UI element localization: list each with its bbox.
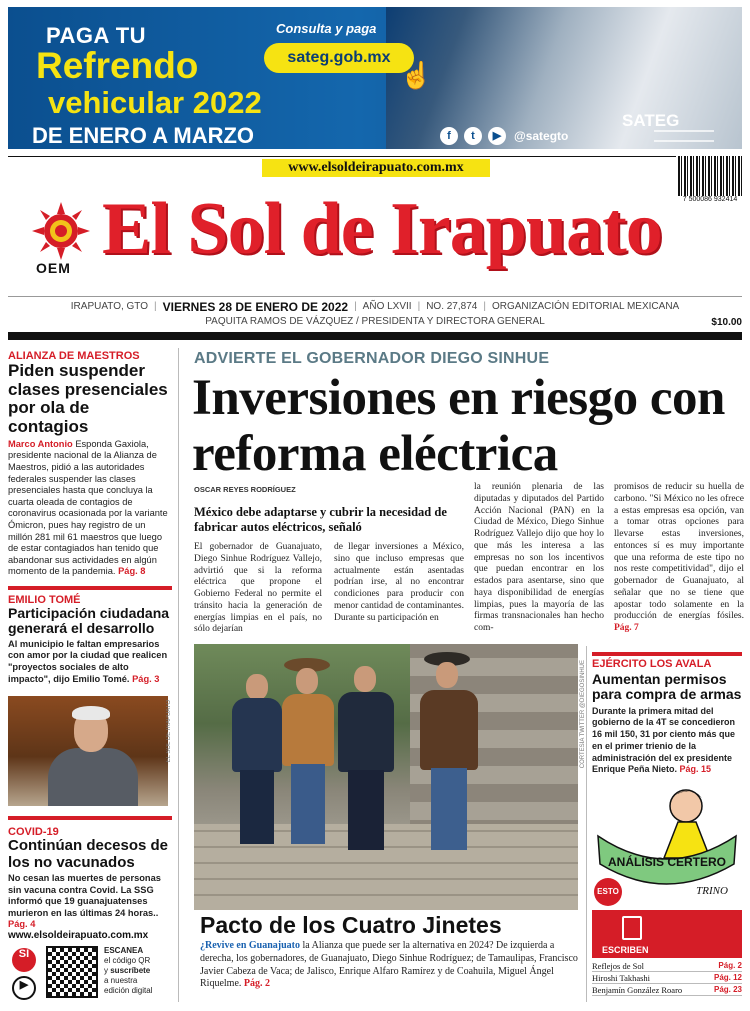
- dateline-place: IRAPUATO, GTO: [70, 301, 149, 312]
- main-column-1: El gobernador de Guanajuato, Diego Sinhue Rodríguez Vallejo, advirtió que si la reforma eléctrica que propone el Gobierno Federal no permite el tránsito hacia la generación de energías limpias en el país, no sólo dejarían: [194, 542, 322, 635]
- column-divider: [586, 646, 587, 1002]
- oem-sun-logo-icon: [32, 202, 90, 260]
- main-subhead: México debe adaptarse y cubrir la necesidad de fabricar autos eléctricos, señaló: [194, 505, 447, 535]
- newspaper-title: El Sol de Irapuato: [102, 188, 662, 270]
- ad-line-2: Refrendo: [36, 45, 199, 86]
- body-text: Esponda Gaxiola, presidente nacional de la Alianza de Maestros, pidió a las autoridades federales suspender las clases presenciales hasta que concluya la cuarta oleada de contagios de coronavirus ocasionada por la variante Ómicron, pues hay registro de un millón 281 mil 61 maestros que luego de estar contagiados han tenido que abandonar sus actividades en algún momento de la pandemia.: [8, 438, 168, 577]
- page-ref: Pág. 12: [713, 973, 742, 982]
- cartoon-banner-text: ANÁLISIS CERTERO: [607, 855, 727, 869]
- main-column-4: [614, 482, 744, 635]
- column-text: promisos de reducir su huella de carbono. "Si México no les ofrece a estas empresas esa opción, van a tomar otras opciones para llevarse estas inversiones, entonces sí es muy importante que una reforma de este tipo no nos reste competitividad", dijo el gobernador de Guanajuato, al señalar que no se tiene que apostar todo solamente en la producción de energías fósiles.: [614, 482, 744, 622]
- left-story-covid[interactable]: [8, 826, 172, 931]
- page-ref[interactable]: Pág. 3: [132, 673, 160, 684]
- section-divider: [8, 816, 172, 820]
- kicker: ALIANZA DE MAESTROS: [8, 350, 140, 362]
- page-ref: Pág. 2: [718, 961, 742, 970]
- page-ref[interactable]: Pág. 4: [8, 919, 36, 930]
- photo-body: [48, 748, 138, 806]
- dateline-number: NO. 27,874: [426, 301, 478, 312]
- headline: Aumentan permisos para compra de armas: [592, 671, 742, 703]
- pointer-hand-icon: ☝: [400, 61, 433, 90]
- pacto-body-text: la Alianza que puede ser la alternativa en 2024? De izquierda a derecha, los gobernadores, de Guanajuato, Diego Sinhue Rodríguez; de Tamaulipas, Francisco Javier Cabeza de Vaca; de Jalisco, Enrique Alfaro Ramírez y de Coahuila, Miguel Ángel Riquelme.: [200, 940, 578, 990]
- twitter-icon[interactable]: t: [464, 127, 482, 145]
- page-ref[interactable]: Pág. 2: [243, 978, 270, 990]
- qr-code-icon[interactable]: [46, 946, 98, 998]
- ad-consulta-label: Consulta y paga: [276, 21, 377, 36]
- ad-brand-logo: SATEG: [622, 111, 680, 130]
- oem-label: OEM: [36, 260, 71, 276]
- main-photo-credit: CORTESÍA TWITTER @DIEGOSINHUE: [580, 660, 586, 769]
- cartoon-signature: TRINO: [696, 885, 728, 897]
- sateg-advertisement[interactable]: [8, 7, 742, 149]
- body-text: Al municipio le faltan empresarios con amor por la ciudad que realicen "proyectos sociales de alto impacto", dijo Emilio Tomé.: [8, 638, 168, 684]
- barcode-number: 7 500086 932414: [682, 196, 738, 203]
- masthead-bottom-rule: [8, 332, 742, 340]
- body-text: Durante la primera mitad del gobierno de la 4T se concedieron 16 mil 150, 31 por ciento más que en el primer trienio de la administración del ex presidente Enrique Peña Nieto.: [592, 705, 736, 775]
- ad-line-4: DE ENERO A MARZO: [32, 123, 255, 148]
- kicker: EJÉRCITO LOS AVALA: [592, 658, 712, 670]
- qr-instructions: ESCANEA el código QR y suscríbete a nuestra edición digital: [104, 946, 153, 995]
- ad-url-button[interactable]: sateg.gob.mx: [264, 43, 414, 73]
- headline: Participación ciudadana generará el desarrollo: [8, 605, 170, 637]
- dateline-date: VIERNES 28 DE ENERO DE 2022: [162, 299, 349, 314]
- list-item[interactable]: [592, 984, 742, 996]
- cartoon-head: [670, 790, 702, 822]
- barcode-icon: [678, 156, 742, 196]
- left-story-maestros[interactable]: [8, 350, 172, 578]
- photo-hair: [72, 706, 110, 720]
- section-divider: [592, 652, 742, 656]
- ad-line-3: vehicular 2022: [48, 85, 262, 120]
- column-divider: [178, 348, 179, 1002]
- app-icons: [12, 948, 40, 1004]
- facebook-icon[interactable]: f: [440, 127, 458, 145]
- list-item[interactable]: [592, 960, 742, 972]
- ad-brand-underline: [654, 130, 714, 142]
- list-item[interactable]: [592, 972, 742, 984]
- pen-icon: [622, 916, 642, 940]
- pacto-lead: ¿Revive en Guanajuato: [200, 940, 300, 951]
- main-headline[interactable]: Inversiones en riesgo con reforma eléctrica: [192, 370, 725, 483]
- dateline-year: AÑO LXVII: [362, 301, 412, 312]
- ad-social-handle: @sategto: [514, 129, 569, 143]
- left-story-tome[interactable]: [8, 594, 172, 685]
- kicker: EMILIO TOMÉ: [8, 594, 81, 606]
- body-text: No cesan las muertes de personas sin vacuna contra Covid. La SSG informó que 19 guanajuatenses murieron en las últimas 24 horas..: [8, 873, 161, 918]
- photo-credit: EL SOL DE IRAPUATO: [166, 700, 172, 763]
- play-icon[interactable]: ▶: [12, 976, 36, 1000]
- pacto-headline[interactable]: Pacto de los Cuatro Jinetes: [200, 912, 502, 938]
- ad-line-1: PAGA TU: [46, 23, 147, 48]
- right-story-armas[interactable]: [592, 658, 742, 776]
- youtube-icon[interactable]: ▶: [488, 127, 506, 145]
- headline: Continúan decesos de los no vacunados: [8, 837, 169, 871]
- columnist-name: Benjamín González Roaro: [592, 985, 683, 995]
- footer-site-url[interactable]: www.elsoldeirapuato.com.mx: [8, 930, 149, 941]
- masthead-top-rule: [8, 156, 676, 157]
- pacto-caption: [200, 940, 578, 991]
- page-ref[interactable]: Pág. 7: [614, 623, 639, 634]
- columnists-list: [592, 960, 742, 996]
- columnist-name: Reflejos de Sol: [592, 961, 644, 971]
- page-ref[interactable]: Pág. 15: [679, 764, 712, 775]
- dateline: IRAPUATO, GTO | VIERNES 28 DE ENERO DE 2022 | AÑO LXVII | NO. 27,874 | ORGANIZACIÓN EDITORIAL MEXICANA: [8, 296, 742, 316]
- esto-badge[interactable]: ESTO: [594, 878, 622, 906]
- columnist-name: Hiroshi Takhashi: [592, 973, 651, 983]
- page-ref: Pág. 23: [713, 985, 742, 994]
- escriben-label: ESCRIBEN: [602, 945, 649, 955]
- director-line: PAQUITA RAMOS DE VÁZQUEZ / PRESIDENTA Y DIRECTORA GENERAL: [205, 316, 545, 327]
- ad-social-links: [440, 127, 568, 145]
- page-ref[interactable]: Pág. 8: [118, 566, 146, 577]
- site-url-banner[interactable]: www.elsoldeirapuato.com.mx: [262, 159, 490, 177]
- emilio-tome-photo: [8, 696, 168, 806]
- headline: Piden suspender clases presenciales por ola de contagios: [8, 361, 168, 437]
- main-column-2: de llegar inversiones a México, sino que incluso empresas que actualmente están asentadas podrían irse, al no encontrar condiciones para producir con menor cantidad de contaminantes. Durante su participación en: [334, 542, 464, 623]
- byline: OSCAR REYES RODRÍGUEZ: [194, 485, 296, 494]
- section-divider: [8, 586, 172, 590]
- lead-name: Marco Antonio: [8, 438, 73, 449]
- price-label: $10.00: [711, 317, 742, 328]
- governors-photo: [194, 644, 578, 910]
- main-column-3: la reunión plenaria de las diputadas y diputados del Partido Acción Nacional (PAN) en la Ciudad de México, Diego Sinhue Rodríguez Vallejo dijo que hoy lo que más les interesa a las empresas no son los incentivos que puedan encontrar en los estados para asentarse, sino que haya disponibilidad de energías limpias, pues la mayoría de las firmas transnacionales han hecho com-: [474, 482, 604, 634]
- sol-app-icon[interactable]: SI: [12, 948, 36, 972]
- dateline-org: ORGANIZACIÓN EDITORIAL MEXICANA: [491, 301, 680, 312]
- main-kicker: ADVIERTE EL GOBERNADOR DIEGO SINHUE: [194, 350, 550, 367]
- kicker: COVID-19: [8, 826, 59, 838]
